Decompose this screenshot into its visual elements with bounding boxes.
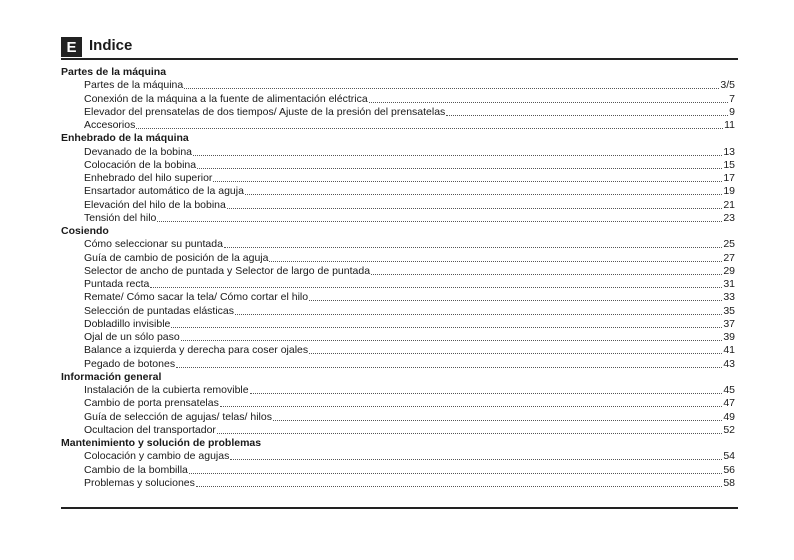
- dot-leader: [227, 199, 722, 209]
- toc-entry-label: Cambio de porta prensatelas: [84, 397, 219, 410]
- toc-entry-page: 3/5: [720, 79, 735, 92]
- toc-entry-label: Cómo seleccionar su puntada: [84, 238, 223, 251]
- toc-entry-page: 25: [723, 238, 735, 251]
- table-of-contents: [61, 66, 735, 490]
- toc-entry-label: Partes de la máquina: [84, 79, 184, 92]
- dot-leader: [196, 477, 722, 487]
- toc-entry-page: 31: [723, 278, 735, 290]
- dot-leader: [220, 397, 722, 407]
- toc-entry-label: Selección de puntadas elásticas: [84, 304, 235, 317]
- toc-entry-page: 9: [729, 105, 735, 118]
- toc-entry[interactable]: [61, 450, 735, 463]
- toc-entry[interactable]: [61, 119, 735, 132]
- toc-entry-page: 17: [723, 172, 735, 184]
- toc-entry-page: 15: [723, 158, 735, 171]
- toc-entry[interactable]: [61, 106, 735, 119]
- toc-entry-page: 56: [723, 463, 735, 476]
- toc-entry[interactable]: [61, 305, 735, 318]
- toc-entry-label: Guía de selección de agujas/ telas/ hilos: [84, 410, 272, 423]
- toc-entry-label: Instalación de la cubierta removible: [84, 384, 249, 396]
- dot-leader: [157, 212, 722, 222]
- dot-leader: [197, 159, 722, 169]
- dot-leader: [136, 119, 723, 129]
- toc-entry-page: 43: [723, 357, 735, 370]
- dot-leader: [176, 358, 722, 368]
- section-title: Información general: [61, 370, 162, 383]
- toc-entry-label: Devanado de la bobina: [84, 145, 193, 158]
- page-header: [61, 36, 738, 58]
- dot-leader: [150, 278, 722, 288]
- section-title: Enhebrado de la máquina: [61, 132, 189, 145]
- toc-entry-label: Balance a izquierda y derecha para coser ojales: [84, 344, 309, 357]
- toc-entry[interactable]: [61, 252, 735, 265]
- toc-entry[interactable]: [61, 477, 735, 490]
- language-badge: E: [61, 37, 82, 57]
- toc-entry-page: 35: [723, 304, 735, 317]
- toc-entry-page: 23: [723, 211, 735, 224]
- section-title: Cosiendo: [61, 225, 109, 237]
- page-title: Indice: [89, 37, 133, 54]
- toc-entry-label: Puntada recta: [84, 278, 150, 290]
- dot-leader: [369, 93, 728, 103]
- dot-leader: [446, 106, 728, 116]
- toc-entry[interactable]: [61, 424, 735, 437]
- toc-entry[interactable]: [61, 199, 735, 212]
- toc-entry[interactable]: [61, 318, 735, 331]
- dot-leader: [269, 252, 722, 262]
- toc-entry-label: Guía de cambio de posición de la aguja: [84, 251, 269, 264]
- dot-leader: [230, 450, 722, 460]
- toc-entry-label: Remate/ Cómo sacar la tela/ Cómo cortar el hilo: [84, 291, 309, 304]
- toc-entry[interactable]: [61, 411, 735, 424]
- toc-entry-label: Tensión del hilo: [84, 211, 157, 224]
- toc-entry[interactable]: [61, 238, 735, 251]
- dot-leader: [309, 291, 722, 301]
- dot-leader: [184, 79, 719, 89]
- toc-entry-page: 47: [723, 397, 735, 410]
- toc-entry[interactable]: [61, 291, 735, 304]
- dot-leader: [171, 318, 722, 328]
- bottom-divider: [61, 507, 738, 509]
- toc-entry-label: Conexión de la máquina a la fuente de alimentación eléctrica: [84, 92, 368, 105]
- toc-entry-label: Colocación y cambio de agujas: [84, 450, 230, 463]
- toc-entry-label: Cambio de la bombilla: [84, 463, 188, 476]
- toc-entry[interactable]: [61, 212, 735, 225]
- dot-leader: [189, 464, 722, 474]
- toc-entry-page: 54: [723, 450, 735, 463]
- dot-leader: [245, 185, 722, 195]
- toc-entry[interactable]: [61, 146, 735, 159]
- toc-entry-label: Accesorios: [84, 119, 136, 131]
- toc-entry[interactable]: [61, 265, 735, 278]
- toc-entry[interactable]: [61, 464, 735, 477]
- toc-entry-label: Enhebrado del hilo superior: [84, 172, 213, 184]
- toc-entry-page: 37: [723, 317, 735, 330]
- toc-entry-label: Dobladillo invisible: [84, 317, 171, 330]
- dot-leader: [217, 424, 722, 434]
- dot-leader: [309, 344, 722, 354]
- section-title: Mantenimiento y solución de problemas: [61, 437, 262, 449]
- toc-entry[interactable]: [61, 278, 735, 291]
- toc-entry-label: Elevador del prensatelas de dos tiempos/ Ajuste de la presión del prensatelas: [84, 105, 446, 118]
- toc-entry-label: Ocultacion del transportador: [84, 423, 216, 436]
- toc-entry-label: Ensartador automático de la aguja: [84, 185, 244, 198]
- dot-leader: [213, 172, 722, 182]
- toc-entry-label: Problemas y soluciones: [84, 476, 195, 489]
- dot-leader: [371, 265, 722, 275]
- dot-leader: [235, 305, 722, 315]
- toc-entry-label: Ojal de un sólo paso: [84, 331, 180, 343]
- toc-entry-page: 39: [723, 331, 735, 343]
- toc-entry-label: Pegado de botones: [84, 357, 176, 370]
- dot-leader: [193, 146, 722, 156]
- toc-entry[interactable]: [61, 331, 735, 344]
- toc-entry[interactable]: [61, 358, 735, 371]
- toc-entry-page: 41: [723, 344, 735, 357]
- toc-entry[interactable]: [61, 384, 735, 397]
- toc-entry[interactable]: [61, 397, 735, 410]
- toc-entry-page: 11: [724, 119, 735, 131]
- dot-leader: [224, 238, 722, 248]
- dot-leader: [181, 331, 723, 341]
- toc-entry[interactable]: [61, 159, 735, 172]
- toc-entry-page: 21: [723, 198, 735, 211]
- toc-entry-label: Colocación de la bobina: [84, 158, 197, 171]
- toc-entry-page: 19: [723, 185, 735, 198]
- toc-entry-page: 58: [723, 476, 735, 489]
- toc-entry-page: 52: [723, 423, 735, 436]
- top-divider: [61, 58, 738, 60]
- toc-entry-label: Elevación del hilo de la bobina: [84, 198, 226, 211]
- toc-entry-page: 29: [723, 264, 735, 277]
- toc-entry[interactable]: [61, 172, 735, 185]
- toc-entry[interactable]: [61, 93, 735, 106]
- dot-leader: [273, 411, 722, 421]
- toc-entry-page: 27: [723, 251, 735, 264]
- toc-entry-page: 49: [723, 410, 735, 423]
- toc-entry-page: 33: [723, 291, 735, 304]
- toc-entry-label: Selector de ancho de puntada y Selector de largo de puntada: [84, 264, 371, 277]
- toc-entry[interactable]: [61, 79, 735, 92]
- toc-entry-page: 45: [723, 384, 735, 396]
- toc-entry[interactable]: [61, 185, 735, 198]
- dot-leader: [250, 384, 723, 394]
- toc-entry-page: 13: [723, 145, 735, 158]
- toc-entry[interactable]: [61, 344, 735, 357]
- toc-entry-page: 7: [729, 92, 735, 105]
- section-title: Partes de la máquina: [61, 66, 167, 78]
